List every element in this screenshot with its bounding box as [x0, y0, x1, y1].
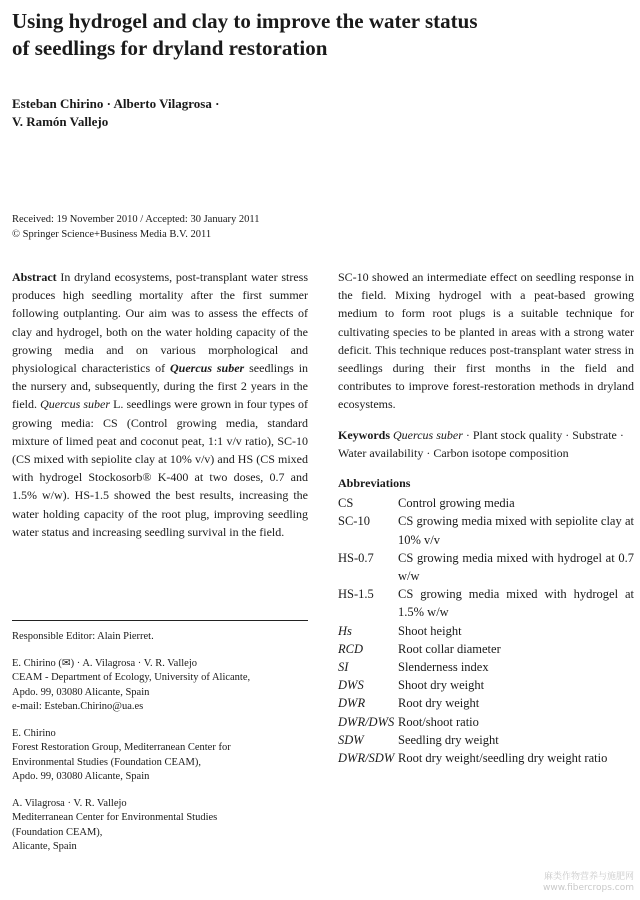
abbr-term: HS-1.5 — [338, 587, 374, 602]
affil-line: Forest Restoration Group, Mediterranean Center for — [12, 742, 231, 753]
site-watermark — [543, 872, 634, 894]
keywords-label: Keywords — [338, 427, 390, 442]
abbr-row — [338, 694, 634, 712]
abbr-row — [338, 512, 634, 548]
keyword-species: Quercus suber — [393, 427, 463, 442]
abbr-row — [338, 549, 634, 585]
abbr-def: Slenderness index — [398, 660, 489, 675]
abbr-def: Seedling dry weight — [398, 732, 499, 747]
abbr-row — [338, 585, 634, 621]
affiliation-block-2 — [12, 727, 308, 785]
abbr-def: Root dry weight/seedling dry weight ratio — [398, 751, 608, 766]
abbr-row — [338, 494, 634, 512]
abstract-label: Abstract — [12, 270, 57, 284]
affiliations — [12, 630, 308, 855]
abbr-row — [338, 731, 634, 749]
abbr-term: SI — [338, 660, 349, 675]
abstract-part-1: In dryland ecosystems, post-transplant water stress produces high seedling mortality after the first summer following outplanting. Our aim was to assess the effects of clay and hydrogel, both on the water holding capacity of the growing media and on various morphological and physiological characteristics of — [12, 270, 308, 376]
received-accepted: Received: 19 November 2010 / Accepted: 30 January 2011 — [12, 214, 260, 225]
abstract-part-2: seedlings in the nursery and, subsequently, during the first 2 years in the field. — [12, 361, 309, 412]
abbr-term: DWR/SDW — [338, 751, 395, 766]
affil-line: Mediterranean Center for Environmental Studies — [12, 812, 218, 823]
abbr-term: RCD — [338, 641, 363, 656]
abbr-row — [338, 640, 634, 658]
abbr-term: DWR/DWS — [338, 714, 395, 729]
title-line-2: of seedlings for dryland restoration — [12, 36, 328, 60]
abstract-right-column — [338, 268, 634, 767]
footnote-divider — [12, 620, 308, 621]
abbr-row — [338, 622, 634, 640]
abbr-def: CS growing media mixed with sepiolite clay at 10% v/v — [398, 514, 634, 547]
title-line-1: Using hydrogel and clay to improve the water status — [12, 9, 478, 33]
abbr-row — [338, 676, 634, 694]
abstract-species-1: Quercus suber — [169, 361, 245, 376]
affil-line: Apdo. 99, 03080 Alicante, Spain — [12, 771, 150, 782]
publication-dates — [12, 212, 259, 242]
affil-line: Apdo. 99, 03080 Alicante, Spain — [12, 686, 150, 698]
affiliation-block-3 — [12, 797, 308, 855]
keywords-block — [338, 426, 634, 462]
abbr-def: Shoot height — [398, 623, 462, 638]
abbr-row — [338, 713, 634, 731]
email-link[interactable]: e-mail: Esteban.Chirino@ua.es — [12, 701, 144, 712]
abbr-def: CS growing media mixed with hydrogel at 0.7 w/w — [398, 550, 634, 584]
abbr-row — [338, 658, 634, 676]
abstract-continued: SC-10 showed an intermediate effect on seedling response in the field. Mixing hydrogel with a peat-based growing medium to form root plugs is a suitable technique for cultivating species to be planted in areas with a strong water deficit. This technique reduces post-transplant water stress in seedlings during their first months in the field and contributes to improve forest-restoration methods in dryland ecosystems. — [338, 270, 634, 412]
abbr-term: Hs — [338, 623, 352, 638]
abstract-part-3: L. seedlings were grown in four types of growing media: CS (Control growing media, standard mixture of limed peat and coconut peat, 1:1 v/v ratio), SC-10 (CS mixed with sepiolite clay at 10% v/v) and HS (CS mixed with hydrogel Stockosorb® K-400 at two doses, 0.7 and 1.5% w/w). HS-1.5 showed the best results, increasing the water holding capacity of the root plug, improving seedling water status and increasing seedling survival in the field. — [12, 397, 309, 539]
affil-line: A. Vilagrosa · V. R. Vallejo — [12, 797, 127, 809]
paper-title — [12, 8, 612, 62]
affiliation-block-1 — [12, 657, 308, 715]
abbreviations-title: Abbreviations — [338, 476, 411, 491]
abbr-def: Root/shoot ratio — [398, 714, 479, 729]
abbr-term: DWS — [338, 678, 364, 693]
authors-line-2: V. Ramón Vallejo — [12, 114, 109, 129]
abbr-def: Root collar diameter — [398, 641, 501, 656]
affil-line: E. Chirino (✉) · A. Vilagrosa · V. R. Vallejo — [12, 657, 198, 669]
abbr-term: SC-10 — [338, 514, 370, 529]
abbr-def: Root dry weight — [398, 696, 480, 711]
affil-line: CEAM - Department of Ecology, University of Alicante, — [12, 672, 251, 683]
abbr-def: Shoot dry weight — [398, 678, 485, 693]
affil-line: (Foundation CEAM), — [12, 826, 103, 838]
affil-line: Environmental Studies (Foundation CEAM), — [12, 756, 201, 768]
author-list — [12, 95, 219, 131]
abstract-left-column — [12, 268, 308, 541]
copyright-line: © Springer Science+Business Media B.V. 2011 — [12, 229, 212, 240]
editor-note: Responsible Editor: Alain Pierret. — [12, 631, 154, 642]
keywords-rest: · Plant stock quality · Substrate · Water availability · Carbon isotope composition — [338, 427, 624, 460]
abbr-def: CS growing media mixed with hydrogel at 1.5% w/w — [398, 587, 634, 620]
abbr-term: CS — [338, 496, 354, 511]
watermark-line-2: www.fibercrops.com — [543, 883, 634, 893]
abbreviations-list — [338, 494, 634, 767]
abbr-def: Control growing media — [398, 496, 515, 511]
affil-line: E. Chirino — [12, 727, 56, 739]
abbr-term: SDW — [338, 732, 364, 747]
watermark-line-1: 麻类作物营养与施肥网 — [543, 872, 634, 882]
abbr-row — [338, 749, 634, 767]
abbr-term: DWR — [338, 696, 366, 711]
abstract-species-2: Quercus suber — [40, 397, 110, 412]
authors-line-1: Esteban Chirino · Alberto Vilagrosa · — [12, 96, 220, 111]
abbr-term: HS-0.7 — [338, 550, 374, 565]
affil-line: Alicante, Spain — [12, 841, 77, 852]
